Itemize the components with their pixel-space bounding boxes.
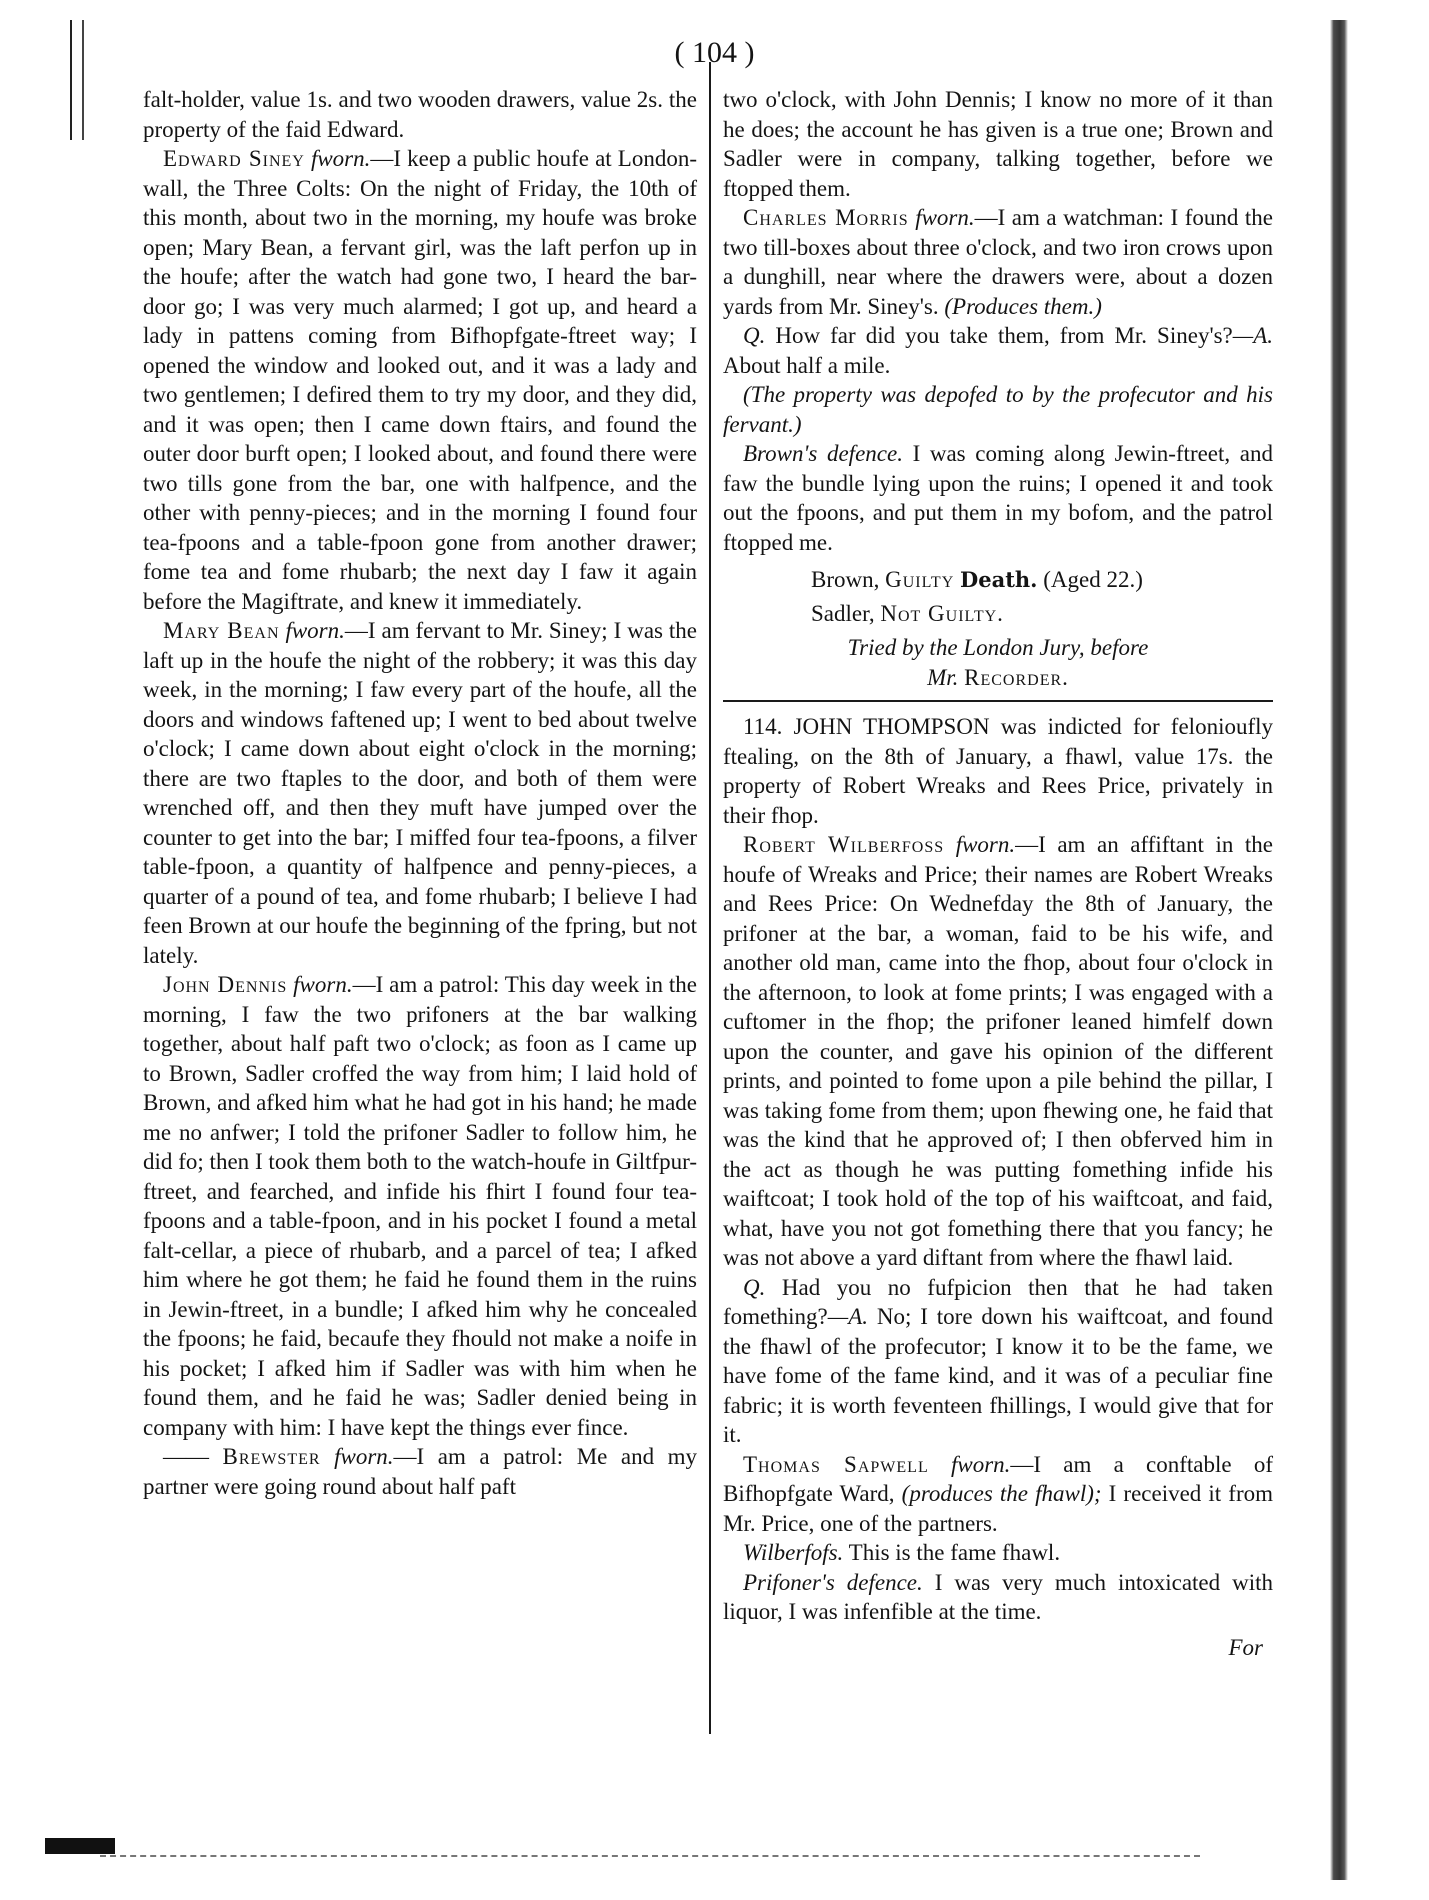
witness-name: Charles Morris: [743, 205, 909, 230]
testimony-john-dennis: John Dennis fworn.—I am a patrol: This day week in the morning, I faw the two prifoners at the bar walking together, about half paft two o'clock; as foon as I came up to Brown, Sadler croffed the way from him; I laid hold of Brown, and afked him what he had got in his hand; he made me no anfwer; I told the prifoner Sadler to follow him, he did fo; then I took them both to the watch-houfe in Giltfpur-ftreet, and fearched, and infide his fhirt I found four tea-fpoons and a table-fpoon, and in his pocket I found a metal falt-cellar, a piece of rhubarb, and a parcel of tea; I afked him where he got them; he faid he found them in the ruins in Jewin-ftreet, in a bundle; I afked him why he concealed the fpoons; he faid, becaufe they fhould not make a noife in his pocket; I afked him if Sadler was with him when he found them, and he faid he was; Sadler denied being in company with him: I have kept the things ever fince.: [143, 972, 698, 1440]
paragraph-continued: two o'clock, with John Dennis; I know no more of it than he does; the account he has given is a true one; Brown and Sadler were in company, talking together, before we ftopped them.: [723, 87, 1273, 201]
scan-mark-bottom: [45, 1838, 115, 1854]
brown-defence: Brown's defence. I was coming along Jewin-ftreet, and faw the bundle lying upon the ruins; I opened it and took out the fpoons, and put them in my bofom, and the patrol ftopped me.: [723, 441, 1273, 555]
left-column: [143, 85, 697, 1501]
testimony-thomas-sapwell: Thomas Sapwell fworn.—I am a conftable of Bifhopfgate Ward, (produces the fhawl); I received it from Mr. Price, one of the partners.: [723, 1451, 1274, 1536]
note-property: (The property was depofed to by the profecutor and his fervant.): [723, 382, 1273, 437]
case-defendant: JOHN THOMPSON: [793, 714, 990, 739]
page-number: ( 104 ): [674, 36, 755, 69]
witness-name: Brewster: [222, 1444, 321, 1469]
wilberfoss-identification: Wilberfofs. This is the fame fhawl.: [743, 1540, 1061, 1565]
witness-name: Mary Bean: [163, 618, 280, 643]
verdict-death: Death.: [960, 567, 1038, 592]
testimony-brewster: —— Brewster fworn.—I am a patrol: Me and my partner were going round about half paft: [143, 1444, 698, 1499]
witness-name: Edward Siney: [163, 146, 305, 171]
witness-name: Thomas Sapwell: [743, 1451, 929, 1477]
witness-name: Robert Wilberfoss: [743, 832, 945, 857]
tried-by: Tried by the London Jury, before: [847, 635, 1149, 660]
testimony-edward-siney: Edward Siney fworn.—I keep a public houfe at London-wall, the Three Colts: On the night of Friday, the 10th of this month, about two in the morning, my houfe was broke open; Mary Bean, a fervant girl, was the laft perfon up in the houfe; after the watch had gone two, I heard the bar-door go; I was very much alarmed; I got up, and heard a lady in pattens coming from Bifhopfgate-ftreet way; I opened the window and looked out, and it was a lady and two gentlemen; I defired them to try my door, and they did, and it was open; then I came down ftairs, and found the outer door burft open; I looked about, and found there were two tills gone from the bar, one with halfpence, and the other with penny-pieces; and in the morning I found four tea-fpoons and a table-fpoon gone from another drawer; fome tea and fome rhubarb; the next day I faw it again before the Magiftrate, and knew it immediately.: [143, 146, 698, 614]
question-1: Q. How far did you take them, from Mr. Siney's?—A. About half a mile.: [723, 323, 1273, 378]
witness-name: John Dennis: [163, 972, 288, 997]
testimony-charles-morris: Charles Morris fworn.—I am a watchman: I found the two till-boxes about three o'clock, and two iron crows upon a dunghill, near where the drawers were, about a dozen yards from Mr. Siney's. (Produces them.): [723, 205, 1273, 319]
case-number: 114.: [743, 714, 783, 739]
scan-edge-right: [1330, 20, 1348, 1880]
prisoner-defence: Prifoner's defence. I was very much intoxicated with liquor, I was infenfible at the time.: [723, 1569, 1273, 1624]
tried-by-recorder: Mr. Recorder.: [927, 664, 1069, 690]
verdict-sadler: Sadler, Not Guilty.: [811, 601, 1004, 626]
catchword: For: [1228, 1634, 1263, 1660]
testimony-robert-wilberfoss: Robert Wilberfoss fworn.—I am an affiftant in the houfe of Wreaks and Price; their names are Robert Wreaks and Rees Price: On Wednefday the 8th of January, the prifoner at the bar, a woman, faid to be his wife, and another old man, came into the fhop, about four o'clock in the afternoon, to look at fome prints; I was engaged with a cuftomer in the fhop; the prifoner leaned himfelf down upon the counter, and gave his opinion of the different prints, and pointed to fome upon a pile behind the pillar, I was taking fome from them; upon fhewing one, he faid that was the kind that he approved of; I then obferved him in the act as though he was putting fomething infide his waiftcoat; I took hold of the top of his waiftcoat, and faid, what, have you not got fomething there that you fancy; he was not above a yard diftant from where the fhawl laid.: [723, 832, 1274, 1270]
verdict-brown: Brown, Guilty Death. (Aged 22.): [811, 567, 1143, 592]
column-divider: [709, 62, 711, 1734]
right-column: [723, 85, 1273, 1662]
paragraph-intro: falt-holder, value 1s. and two wooden drawers, value 2s. the property of the faid Edward.: [143, 87, 697, 142]
case-114-indictment: 114. JOHN THOMPSON was indicted for felonioufly ftealing, on the 8th of January, a fhawl, value 17s. the property of Robert Wreaks and Rees Price, privately in their fhop.: [723, 714, 1274, 828]
bottom-rule: [100, 1855, 1200, 1857]
question-2: Q. Had you no fufpicion then that he had taken fomething?—A. No; I tore down his waiftcoat, and found the fhawl of the profecutor; I know it to be the fame, we have fome of the fame kind, and it was of a peculiar fine fabric; it is worth feventeen fhillings, I would give that for it.: [723, 1274, 1274, 1447]
case-separator: [723, 700, 1273, 702]
verdicts: [811, 563, 1273, 631]
testimony-mary-bean: Mary Bean fworn.—I am fervant to Mr. Siney; I was the laft up in the houfe the night of the robbery; it was this day week, in the morning; I faw every part of the houfe, all the doors and windows faftened up; I went to bed about twelve o'clock; I came down about eight o'clock in the morning; there are two ftaples to the door, and both of them were wrenched off, and then they muft have jumped over the counter to get into the bar; I miffed four tea-fpoons, a filver table-fpoon, a quantity of halfpence and penny-pieces, a quarter of a pound of tea, and fome rhubarb; I believe I had feen Brown at our houfe the beginning of the fpring, but not lately.: [143, 618, 698, 968]
